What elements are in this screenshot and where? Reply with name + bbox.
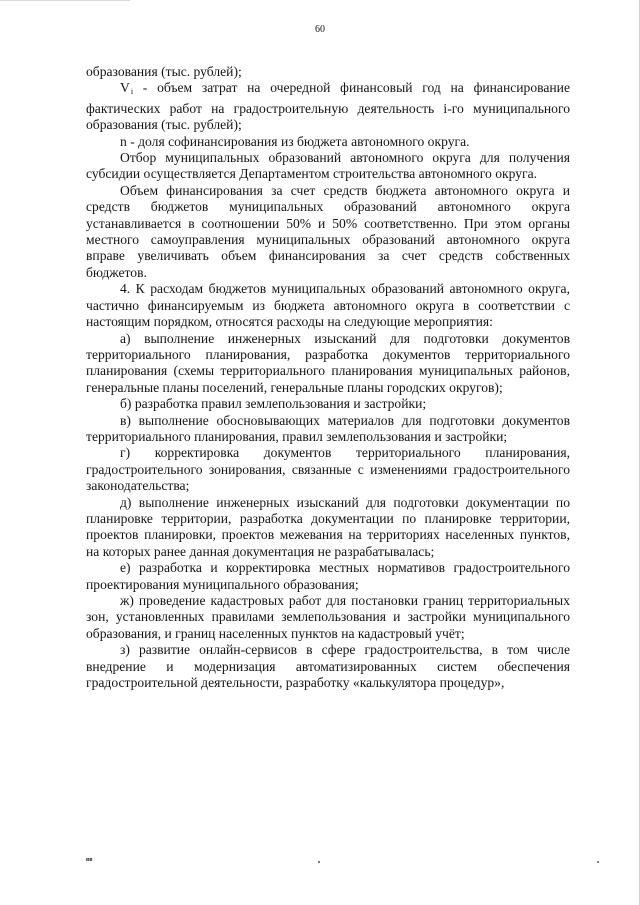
paragraph-5: Объем финансирования за счет средств бюджета автономного округа и средств бюджетов муниципальных образований автономного округа устанавливается в соотношении 50% и 50% соответственно. При этом органы местного самоуправления муниципальных образований автономного округа вправе увеличивать объем финансирования за счет средств собственных бюджетов. xyxy=(86,182,570,280)
list-item-z: з) развитие онлайн-сервисов в сфере градостроительства, в том числе внедрение и модернизация автоматизированных систем обеспечения градостроительной деятельности, разработку «калькулятора процедур», xyxy=(86,642,570,691)
variable-v: V xyxy=(120,80,130,96)
paragraph-2 xyxy=(86,80,570,133)
list-item-v: в) выполнение обосновывающих материалов для подготовки документов территориального планирования, правил землепользования и застройки; xyxy=(86,412,570,444)
list-item-a: а) выполнение инженерных изысканий для подготовки документов территориального планирования, разработка документов территориального планирования (схемы территориального планирования муниципальных районов, генеральные планы поселений, генеральные планы городских округов); xyxy=(86,330,570,395)
list-item-g: г) корректировка документов территориального планирования, градостроительного зонирования, связанные с изменениями градостроительного законодательства; xyxy=(86,445,570,494)
scan-speck xyxy=(318,861,320,863)
list-item-b: б) разработка правил землепользования и застройки; xyxy=(120,396,427,412)
list-item-e: е) разработка и корректировка местных нормативов градостроительного проектирования муниципального образования; xyxy=(86,560,570,592)
paragraph-2-text: - объем затрат на очередной финансовый год на финансирование фактических работ на градостроительную деятельность i-го муниципального образования (тыс. рублей); xyxy=(86,80,570,133)
page-number: 60 xyxy=(315,24,325,35)
scan-speck xyxy=(597,861,599,863)
paragraph-3: n - доля софинансирования из бюджета автономного округа. xyxy=(120,133,470,149)
paragraph-4: Отбор муниципальных образований автономного округа для получения субсидии осуществляется Департаментом строительства автономного округа. xyxy=(86,150,570,182)
list-item-zh: ж) проведение кадастровых работ для постановки границ территориальных зон, установленных правилами землепользования и застройки муниципального образования, и границ населенных пунктов на кадастровый учёт; xyxy=(86,593,570,641)
list-item-d: д) выполнение инженерных изысканий для подготовки документации по планировке территории, разработка документации по планировке территории, проектов планировки, проектов межевания на территориях населенных пунктов, на которых ранее данная документация не разрабатывалась; xyxy=(86,494,570,559)
footer-mark: вв xyxy=(86,857,93,863)
paragraph-6: 4. К расходам бюджетов муниципальных образований автономного округа, частично финансируемым из бюджета автономного округа в соответствии с настоящим порядком, относятся расходы на следующие мероприятия: xyxy=(86,281,570,330)
paragraph-1: образования (тыс. рублей); xyxy=(86,64,242,79)
variable-subscript: i xyxy=(130,87,134,97)
scan-edge-line xyxy=(0,0,130,1)
document-body xyxy=(86,64,570,691)
